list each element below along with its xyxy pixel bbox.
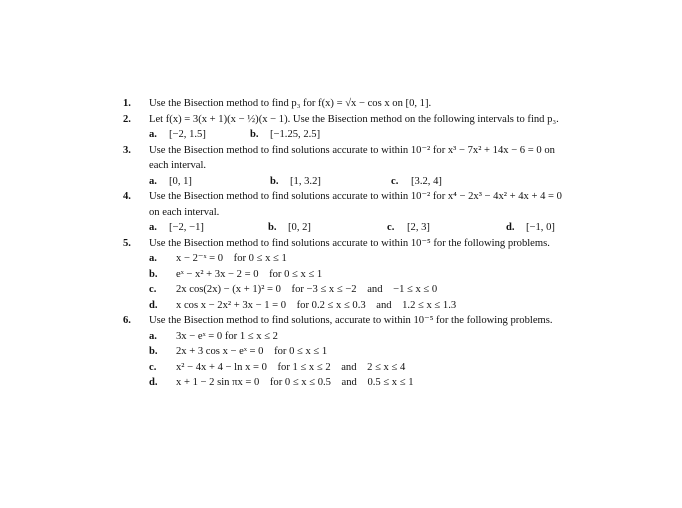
part-text: 2x + 3 cos x − eˣ = 0 for 0 ≤ x ≤ 1: [176, 346, 328, 357]
part-text: [1, 3.2]: [290, 175, 321, 187]
part-label: c.: [391, 175, 399, 187]
problem-number: 1.: [123, 98, 131, 109]
problem-text-line-2: each interval.: [149, 160, 207, 171]
problem-4: [118, 189, 638, 236]
part-b: [149, 344, 638, 360]
part-label: a.: [149, 222, 157, 233]
part-text: x + 1 − 2 sin πx = 0 for 0 ≤ x ≤ 0.5 and 0.5 ≤ x ≤ 1: [176, 377, 414, 388]
problem-1: [118, 96, 638, 112]
part-text: [−2, −1]: [169, 222, 204, 233]
part-label: a.: [149, 330, 157, 342]
part-text: x − 2⁻ˣ = 0 for 0 ≤ x ≤ 1: [176, 253, 287, 264]
part-d: [149, 298, 638, 314]
problem-2: [118, 112, 638, 143]
part-a: [149, 329, 638, 345]
part-a: [149, 220, 268, 236]
problem-list: [118, 96, 638, 391]
part-text: [3.2, 4]: [411, 175, 442, 187]
part-label: c.: [387, 222, 395, 233]
part-label: a.: [149, 253, 157, 264]
problem-text-line-1: Use the Bisection method to find solutions accurate to within 10⁻² for x³ − 7x² + 14x − 6 = 0 on: [149, 144, 555, 156]
part-a: [149, 127, 250, 143]
part-text: [−1, 0]: [526, 222, 555, 233]
problem-number: 2.: [123, 113, 131, 125]
part-b: [250, 127, 320, 143]
part-a: [149, 251, 638, 267]
problem-text-line-1: Use the Bisection method to find solutions accurate to within 10⁻² for x⁴ − 2x³ − 4x² + 4x + 4 = 0: [149, 191, 562, 202]
part-text: eˣ − x² + 3x − 2 = 0 for 0 ≤ x ≤ 1: [176, 268, 323, 280]
part-label: b.: [149, 268, 158, 280]
part-text: [0, 1]: [169, 175, 192, 187]
problem-text: Use the Bisection method to find solutions, accurate to within 10⁻⁵ for the following problems.: [149, 315, 553, 326]
part-b: [270, 174, 391, 190]
problem-number: 5.: [123, 237, 131, 249]
part-row: [149, 127, 638, 143]
part-label: b.: [268, 222, 277, 233]
part-text: [0, 2]: [288, 222, 311, 233]
part-b: [268, 220, 387, 236]
problem-text-line-2: on each interval.: [149, 206, 220, 218]
problem-number: 6.: [123, 315, 131, 326]
part-d: [149, 375, 638, 391]
part-label: d.: [149, 377, 158, 388]
part-c: [391, 174, 442, 190]
part-label: c.: [149, 361, 157, 373]
part-label: b.: [149, 346, 158, 357]
part-label: b.: [250, 129, 259, 140]
problem-5: [118, 236, 638, 314]
problem-text: Let f(x) = 3(x + 1)(x − ½)(x − 1). Use the Bisection method on the following intervals to find p₃.: [149, 113, 559, 125]
part-c: [149, 282, 638, 298]
part-text: [−1.25, 2.5]: [270, 129, 321, 140]
part-label: b.: [270, 175, 279, 187]
part-label: d.: [506, 222, 515, 233]
part-text: x² − 4x + 4 − ln x = 0 for 1 ≤ x ≤ 2 and 2 ≤ x ≤ 4: [176, 361, 406, 373]
problem-6: [118, 313, 638, 391]
part-a: [149, 174, 270, 190]
part-label: c.: [149, 284, 157, 295]
part-c: [387, 220, 506, 236]
part-label: d.: [149, 299, 158, 311]
part-text: [2, 3]: [407, 222, 430, 233]
part-c: [149, 360, 638, 376]
part-text: 2x cos(2x) − (x + 1)² = 0 for −3 ≤ x ≤ −2 and −1 ≤ x ≤ 0: [176, 284, 438, 295]
part-text: [−2, 1.5]: [169, 129, 206, 140]
part-text: 3x − eˣ = 0 for 1 ≤ x ≤ 2: [176, 330, 278, 342]
part-row: [149, 220, 638, 236]
part-b: [149, 267, 638, 283]
part-text: x cos x − 2x² + 3x − 1 = 0 for 0.2 ≤ x ≤ 0.3 and 1.2 ≤ x ≤ 1.3: [176, 299, 457, 311]
part-d: [506, 220, 555, 236]
problem-3: [118, 143, 638, 190]
problem-number: 4.: [123, 191, 131, 202]
problem-number: 3.: [123, 144, 131, 156]
problem-text: Use the Bisection method to find p₃ for f(x) = √x − cos x on [0, 1].: [149, 98, 432, 109]
problem-text: Use the Bisection method to find solutions accurate to within 10⁻⁵ for the following problems.: [149, 237, 550, 249]
part-label: a.: [149, 175, 157, 187]
part-row: [149, 174, 638, 190]
part-label: a.: [149, 129, 157, 140]
